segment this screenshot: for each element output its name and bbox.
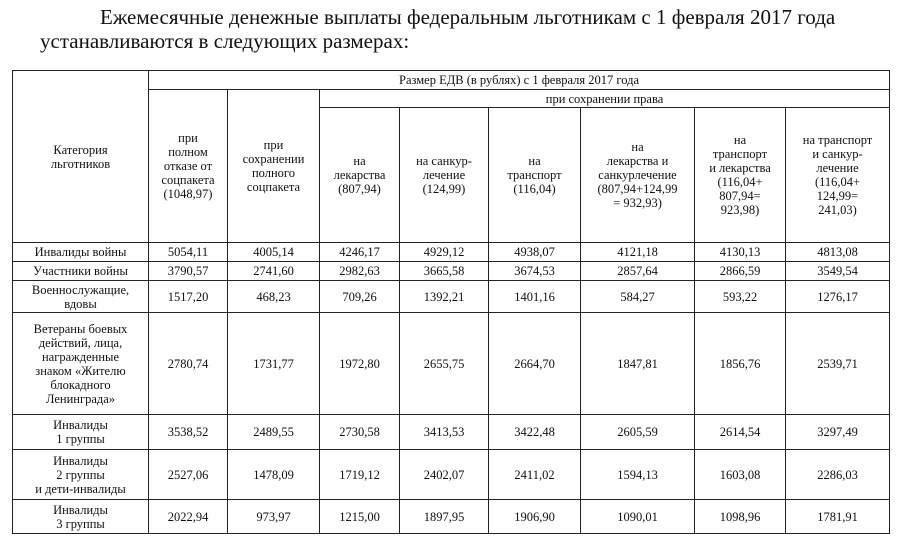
value-cell: 4813,08: [786, 243, 890, 262]
value-cell: 1603,08: [695, 450, 786, 500]
value-cell: 4246,17: [320, 243, 400, 262]
value-cell: 2605,59: [581, 415, 695, 450]
column-header: на санкур- лечение (124,99): [400, 108, 489, 243]
value-cell: 2286,03: [786, 450, 890, 500]
column-header: на транспорт (116,04): [489, 108, 581, 243]
heading-line-1: Ежемесячные денежные выплаты федеральным льготникам с 1 февраля 2017 года: [100, 5, 836, 29]
value-cell: 2664,70: [489, 313, 581, 415]
value-cell: 1090,01: [581, 500, 695, 534]
value-cell: 1276,17: [786, 281, 890, 313]
value-cell: 2527,06: [149, 450, 228, 500]
value-cell: 1719,12: [320, 450, 400, 500]
value-cell: 3790,57: [149, 262, 228, 281]
category-header: Категория льготников: [13, 71, 149, 243]
value-cell: 3422,48: [489, 415, 581, 450]
column-header: на лекарства и санкурлечение (807,94+124,99 = 932,93): [581, 108, 695, 243]
value-cell: 4005,14: [228, 243, 320, 262]
edv-payments-table: [12, 70, 890, 534]
category-cell: Военнослужащие, вдовы: [13, 281, 149, 313]
column-header: при сохранении полного соцпакета: [228, 90, 320, 243]
heading-line-2: устанавливаются в следующих размерах:: [40, 29, 410, 53]
value-cell: 3413,53: [400, 415, 489, 450]
value-cell: 5054,11: [149, 243, 228, 262]
column-header: на лекарства (807,94): [320, 108, 400, 243]
value-cell: 4121,18: [581, 243, 695, 262]
value-cell: 1847,81: [581, 313, 695, 415]
value-cell: 1517,20: [149, 281, 228, 313]
value-cell: 2730,58: [320, 415, 400, 450]
value-cell: 584,27: [581, 281, 695, 313]
value-cell: 709,26: [320, 281, 400, 313]
value-cell: 3297,49: [786, 415, 890, 450]
value-cell: 593,22: [695, 281, 786, 313]
value-cell: 1401,16: [489, 281, 581, 313]
category-cell: Инвалиды 2 группы и дети-инвалиды: [13, 450, 149, 500]
column-header: на транспорт и санкур- лечение (116,04+ 124,99= 241,03): [786, 108, 890, 243]
value-cell: 2741,60: [228, 262, 320, 281]
value-cell: 4938,07: [489, 243, 581, 262]
column-header: при полном отказе от соцпакета (1048,97): [149, 90, 228, 243]
table-row: [13, 500, 890, 534]
value-cell: 3538,52: [149, 415, 228, 450]
table-row: [13, 243, 890, 262]
value-cell: 4929,12: [400, 243, 489, 262]
value-cell: 1781,91: [786, 500, 890, 534]
value-cell: 2022,94: [149, 500, 228, 534]
value-cell: 2539,71: [786, 313, 890, 415]
value-cell: 1215,00: [320, 500, 400, 534]
value-cell: 1897,95: [400, 500, 489, 534]
value-cell: 1478,09: [228, 450, 320, 500]
category-cell: Инвалиды 3 группы: [13, 500, 149, 534]
value-cell: 1856,76: [695, 313, 786, 415]
value-cell: 4130,13: [695, 243, 786, 262]
value-cell: 1731,77: [228, 313, 320, 415]
retain-rights-header: при сохранении права: [320, 90, 890, 108]
table-row: [13, 450, 890, 500]
value-cell: 2857,64: [581, 262, 695, 281]
value-cell: 3665,58: [400, 262, 489, 281]
value-cell: 1594,13: [581, 450, 695, 500]
table-row: [13, 281, 890, 313]
category-cell: Инвалиды 1 группы: [13, 415, 149, 450]
size-header: Размер ЕДВ (в рублях) с 1 февраля 2017 года: [149, 71, 890, 90]
value-cell: 468,23: [228, 281, 320, 313]
category-cell: Ветераны боевых действий, лица, награжденные знаком «Жителю блокадного Ленинграда»: [13, 313, 149, 415]
value-cell: 2614,54: [695, 415, 786, 450]
value-cell: 973,97: [228, 500, 320, 534]
value-cell: 2780,74: [149, 313, 228, 415]
value-cell: 2655,75: [400, 313, 489, 415]
value-cell: 3674,53: [489, 262, 581, 281]
table-body: [13, 243, 890, 534]
column-header: на транспорт и лекарства (116,04+ 807,94= 923,98): [695, 108, 786, 243]
table-row: [13, 415, 890, 450]
category-cell: Инвалиды войны: [13, 243, 149, 262]
value-cell: 1392,21: [400, 281, 489, 313]
value-cell: 1972,80: [320, 313, 400, 415]
value-cell: 1906,90: [489, 500, 581, 534]
value-cell: 2402,07: [400, 450, 489, 500]
category-cell: Участники войны: [13, 262, 149, 281]
table-row: [13, 313, 890, 415]
value-cell: 1098,96: [695, 500, 786, 534]
value-cell: 2411,02: [489, 450, 581, 500]
value-cell: 2866,59: [695, 262, 786, 281]
value-cell: 3549,54: [786, 262, 890, 281]
value-cell: 2982,63: [320, 262, 400, 281]
value-cell: 2489,55: [228, 415, 320, 450]
table-row: [13, 262, 890, 281]
